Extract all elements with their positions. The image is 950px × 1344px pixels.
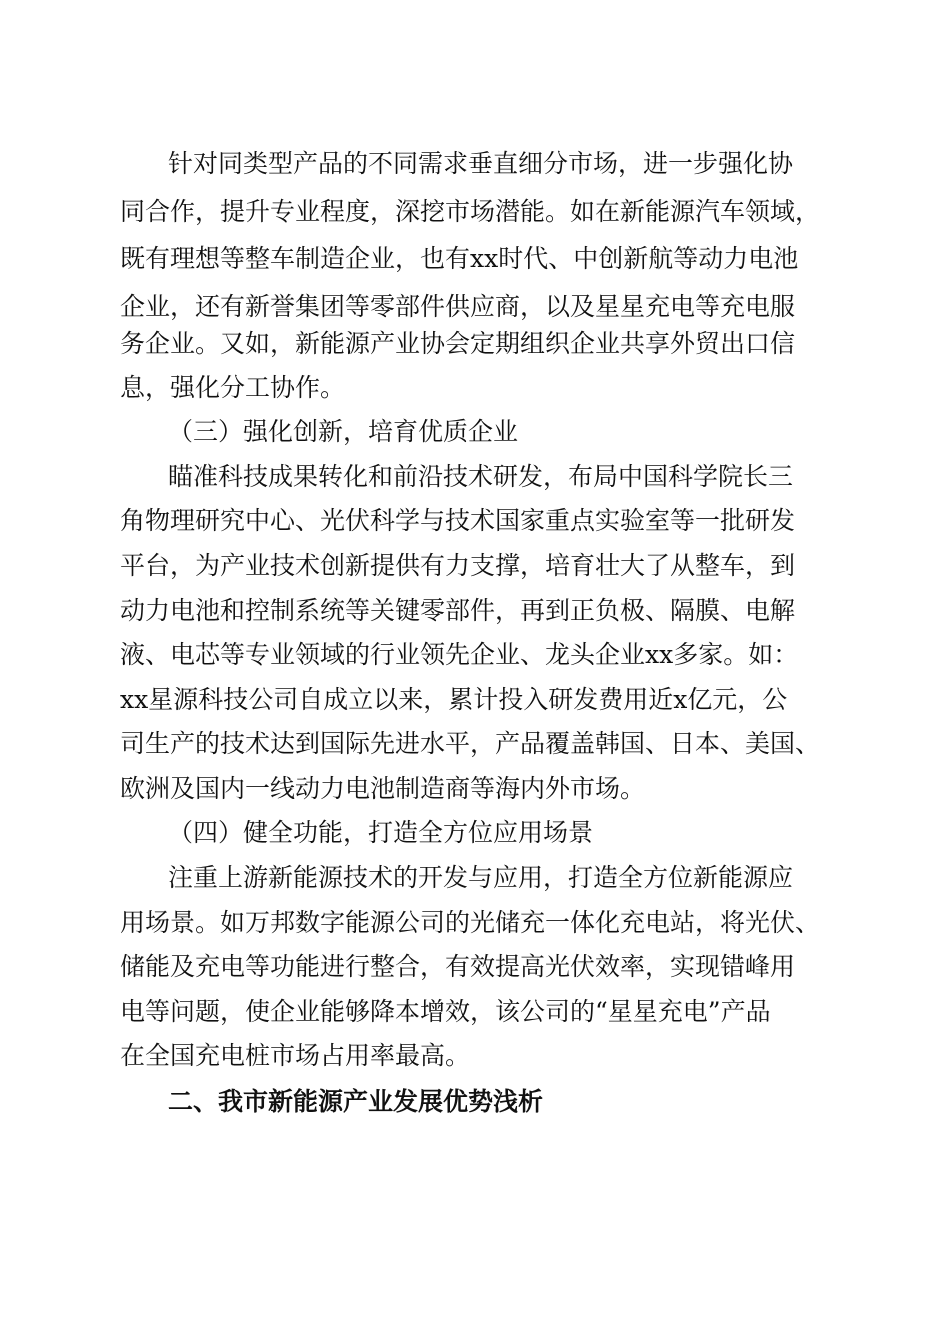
paragraph-3-line-3: 储能及充电等功能进行整合，有效提高光伏效率，实现错峰用 [120, 952, 796, 981]
paragraph-2-line-8: 欧洲及国内一线动力电池制造商等海内外市场。 [120, 774, 646, 803]
paragraph-1-line-3: 既有理想等整车制造企业，也有xx时代、中创新航等动力电池 [120, 244, 799, 273]
section-heading-2: 二、我市新能源产业发展优势浅析 [168, 1087, 544, 1116]
paragraph-2-line-6: xx星源科技公司自成立以来，累计投入研发费用近x亿元，公 [120, 685, 788, 714]
paragraph-2-line-7: 司生产的技术达到国际先进水平，产品覆盖韩国、日本、美国、 [120, 729, 821, 758]
paragraph-2-line-1: 瞄准科技成果转化和前沿技术研发，布局中国科学院长三 [168, 462, 794, 491]
paragraph-1-line-5: 务企业。又如，新能源产业协会定期组织企业共享外贸出口信 [120, 329, 796, 358]
section-heading-3: （三）强化创新，培育优质企业 [168, 417, 519, 446]
paragraph-1-line-1: 针对同类型产品的不同需求垂直细分市场，进一步强化协 [168, 149, 794, 178]
paragraph-3-line-1: 注重上游新能源技术的开发与应用，打造全方位新能源应 [168, 863, 794, 892]
paragraph-2-line-2: 角物理研究中心、光伏科学与技术国家重点实验室等一批研发 [120, 506, 796, 535]
paragraph-2-line-3: 平台，为产业技术创新提供有力支撑，培育壮大了从整车，到 [120, 551, 796, 580]
paragraph-1-line-2: 同合作，提升专业程度，深挖市场潜能。如在新能源汽车领域， [120, 197, 821, 226]
paragraph-2-line-4: 动力电池和控制系统等关键零部件，再到正负极、隔膜、电解 [120, 596, 796, 625]
paragraph-3-line-4: 电等问题，使企业能够降本增效，该公司的“星星充电”产品 [120, 997, 771, 1026]
paragraph-1-line-4: 企业，还有新誉集团等零部件供应商，以及星星充电等充电服 [120, 292, 796, 321]
paragraph-2-line-5: 液、电芯等专业领域的行业领先企业、龙头企业xx多家。如： [120, 640, 799, 669]
section-heading-4: （四）健全功能，打造全方位应用场景 [168, 818, 594, 847]
paragraph-1-line-6: 息，强化分工协作。 [120, 373, 346, 402]
paragraph-3-line-5: 在全国充电桩市场占用率最高。 [120, 1041, 471, 1070]
paragraph-3-line-2: 用场景。如万邦数字能源公司的光储充一体化充电站，将光伏、 [120, 908, 821, 937]
